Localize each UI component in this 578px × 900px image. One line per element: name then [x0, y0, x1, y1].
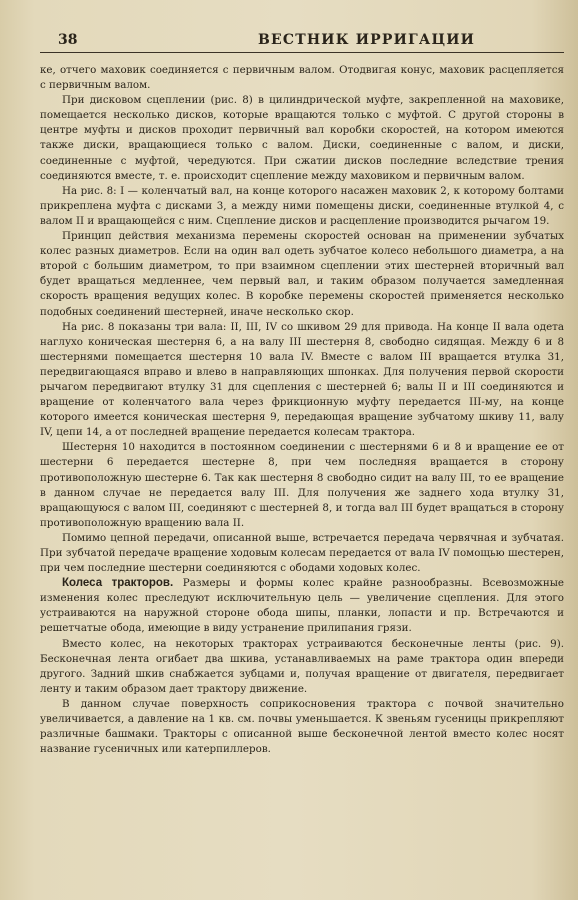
paragraph: Помимо цепной передачи, описанной выше, встречается передача червячная и зубчатая. При зубчатой передаче вращение ходовым колесам передается от вала IV помощью шестерен, при чем последние шестерни соединяются с ободами ходовых колес. — [40, 531, 564, 575]
page-header — [40, 26, 564, 53]
paragraph: В данном случае поверхность соприкосновения трактора с почвой значительно увеличивается, а давление на 1 кв. см. почвы уменьшается. К звеньям гусеницы прикрепляют различные башмаки. Тракторы с описанной выше бесконечной лентой вместо колес носят название гусеничных или катерпиллеров. — [40, 697, 564, 756]
paragraph: На рис. 8: I — коленчатый вал, на конце которого насажен маховик 2, к которому болтами прикреплена муфта с дисками 3, а между ними помещены диски, соединенные втулкой 4, с валом II и вращающейся с ним. Сцепление дисков и расцепление производится рычагом 19. — [40, 184, 564, 227]
paragraph: Вместо колес, на некоторых тракторах устраиваются бесконечные ленты (рис. 9). Бесконечная лента огибает два шкива, устанавливаемых на раме трактора один впереди другого. Задний шкив снабжается зубцами и, получая вращение от двигателя, передвигает ленту и таким образом дает трактору движение. — [40, 637, 564, 695]
section-heading: Колеса тракторов. — [62, 577, 174, 590]
paragraph: При дисковом сцеплении (рис. 8) в цилиндрической муфте, закрепленной на маховике, помещается несколько дисков, которые вращаются только с муфтой. С другой стороны в центре муфты и дисков проходит первичный вал коробки скоростей, на котором имеются также диски, вращающиеся только с валом. Диски, соединенные с валом, и диски, соединенные с муфтой, чередуются. При сжатии дисков последние вследствие трения соединяются вместе, т. е. происходит сцепление между маховиком и первичным валом. — [40, 94, 564, 182]
article-body — [40, 63, 564, 757]
section-paragraph — [40, 576, 564, 636]
page-number: 38 — [58, 32, 78, 48]
paragraph: На рис. 8 показаны три вала: II, III, IV со шкивом 29 для привода. На конце II вала одета наглухо коническая шестерня 6, а на валу III шестерня 8, свободно сидящая. Между 6 и 8 шестернями помещается шестерня 10 вала IV. Вместе с валом III вращается втулка 31, передвигающаяся вправо и влево в направляющих шпонках. Для получения первой скорости рычагом передвигают втулку 31 для сцепления с шестерней 6; валы II и III соединяются и вращение от коленчатого вала через фрикционную муфту передается III-му, на конце которого имеется коническая шестерня 9, передающая вращение зубчатому шкиву 11, валу IV, цепи 14, а от последней вращение передается колесам трактора. — [40, 320, 564, 439]
running-title: ВЕСТНИК ИРРИГАЦИИ — [258, 32, 476, 48]
paragraph: Шестерня 10 находится в постоянном соединении с шестернями 6 и 8 и вращение ее от шестерни 6 передается шестерне 8, при чем последняя вращается в сторону противоположную шестерне 6. Так как шестерня 8 свободно сидит на валу III, то ее вращение в данном случае не передается валу III. Для получения же заднего хода втулку 31, вращающуюся с валом III, соединяют с шестерней 8, и тогда вал III будет вращаться в сторону противоположную вращению вала II. — [40, 441, 564, 529]
paragraph: ке, отчего маховик соединяется с первичным валом. Отодвигая конус, маховик расцепляется с первичным валом. — [40, 64, 564, 92]
paragraph: Принцип действия механизма перемены скоростей основан на применении зубчатых колес разных диаметров. Если на один вал одеть зубчатое колесо небольшого диаметра, а на второй с большим диаметром, то при взаимном сцеплении этих шестерней вторичный вал будет вращаться медленнее, чем первый вал, и таким образом получается замедленная скорость вращения ведущих колес. В коробке перемены скоростей применяется несколько подобных соединений шестерней, иначе несколько скор. — [40, 230, 564, 318]
section-text: Размеры и формы колес крайне разнообразны. Всевозможные изменения колес преследуют исключительную цель — увеличение сцепления. Для этого устраиваются на наружной стороне обода шипы, планки, лопасти и пр. Встречаются и решетчатые обода, имеющие в виду устранение прилипания грязи. — [40, 577, 564, 635]
